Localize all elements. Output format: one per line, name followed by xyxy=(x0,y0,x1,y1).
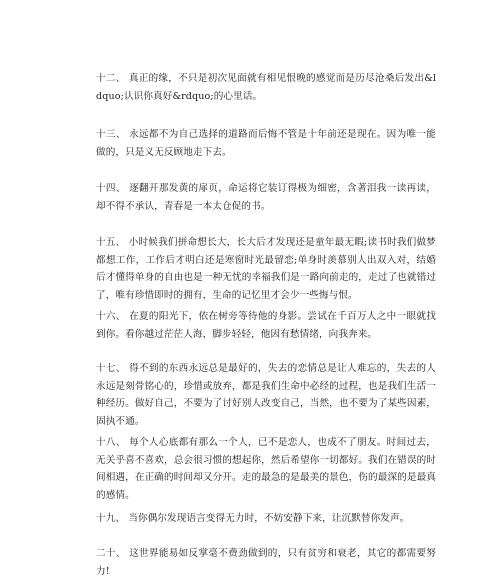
paragraph-text: 真正的缘，不只是初次见面就有相见恨晚的感觉而是历尽沧桑后发出&ldquo;认识你真好&rdquo;的心里话。 xyxy=(96,73,437,102)
paragraph-17 xyxy=(96,360,436,430)
paragraph-text: 这世界能易如反掌毫不费劲做到的，只有贫穷和衰老，其它的都需要努力! xyxy=(96,548,436,577)
paragraph-12 xyxy=(96,70,436,105)
paragraph-number: 十四、 xyxy=(96,183,126,194)
paragraph-number: 十三、 xyxy=(96,129,126,140)
paragraph-text: 在夏的阳光下，依在树旁等待他的身影。尝试在千百万人之中一眼就找到你。看你越过茫茫人海，脚步轻轻，他因有愁情绪，向我奔来。 xyxy=(96,311,436,340)
paragraph-16 xyxy=(96,308,436,343)
paragraph-15 xyxy=(96,234,436,304)
paragraph-number: 二十、 xyxy=(96,548,126,559)
paragraph-text: 每个人心底都有那么一个人，已不是恋人，也成不了朋友。时间过去，无关乎喜不喜欢，总会很习惯的想起你，然后希望你一切都好。我们在错误的时间相遇，在正确的时间却又分开。走的最急的是最美的景色，伤的最深的是最真的感情。 xyxy=(96,437,436,501)
paragraph-number: 十七、 xyxy=(96,363,126,374)
paragraph-text: 小时候我们拼命想长大，长大后才发现还是童年最无暇;读书时我们做梦都想工作，工作后才明白还是寒窗时光最留恋;单身时羡慕别人出双入对，结婚后才懂得单身的自由也是一种无忧的幸福我们是一路向前走的，走过了也就错过了，唯有珍惜即时的拥有，生命的记忆里才会少一些悔与恨。 xyxy=(96,237,436,301)
paragraph-text: 永远都不为自己选择的道路而后悔不管是十年前还是现在。因为唯一能做的，只是义无反顾地走下去。 xyxy=(96,129,436,158)
paragraph-text: 逐翻开那发黄的扉页，命运将它装订得极为细密，含著泪我一读再读，却不得不承认，青春是一本太仓促的书。 xyxy=(96,183,436,212)
paragraph-13 xyxy=(96,126,436,161)
paragraph-19 xyxy=(96,510,436,528)
paragraph-number: 十二、 xyxy=(96,73,126,84)
paragraph-18 xyxy=(96,434,436,504)
paragraph-number: 十五、 xyxy=(96,237,126,248)
paragraph-number: 十六、 xyxy=(96,311,126,322)
paragraph-14 xyxy=(96,180,436,215)
paragraph-text: 得不到的东西永远总是最好的，失去的恋情总是让人难忘的，失去的人永远是刻骨铭心的，珍惜或放弃，都是我们生命中必经的过程，也是我们生活一种经历。做好自己，不要为了讨好别人改变自己，当然，也不要为了某些因素，固执不通。 xyxy=(96,363,436,427)
paragraph-20 xyxy=(96,545,436,580)
paragraph-text: 当你偶尔发现语言变得无力时，不妨安静下来，让沉默替你发声。 xyxy=(128,513,410,524)
paragraph-number: 十九、 xyxy=(96,513,126,524)
paragraph-number: 十八、 xyxy=(96,437,126,448)
